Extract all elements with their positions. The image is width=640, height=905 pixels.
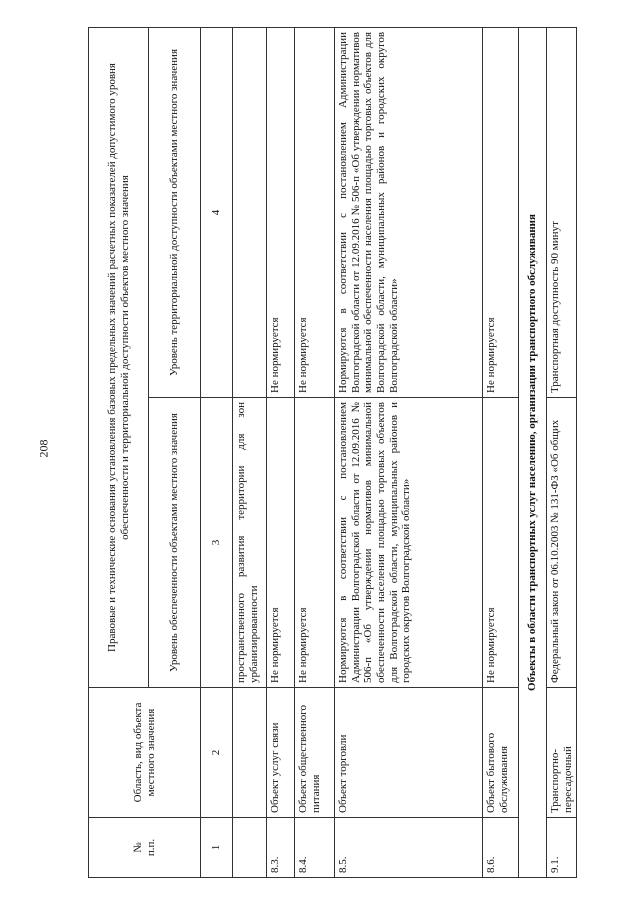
col-number: 1 (201, 818, 233, 878)
header-area: Область, вид объекта местного значения (89, 688, 201, 818)
header-basis: Правовые и технические основания установления базовых предельных значений расчетных показателей допустимого уровня обеспеченности и территориальной доступности объектов местного значения (89, 27, 149, 687)
norms-table (88, 27, 577, 878)
continuation-row (233, 27, 267, 877)
row-num: 9.1. (547, 818, 577, 878)
row-access: Не нормируется (295, 27, 335, 397)
row-area: Транспортно-пересадочный (547, 688, 577, 818)
table-row (547, 27, 577, 877)
row-num: 8.5. (335, 818, 483, 878)
section-row (519, 27, 547, 877)
row-area: Объект торговли (335, 688, 483, 818)
table-row (483, 27, 519, 877)
col-number: 4 (201, 27, 233, 397)
header-provision: Уровень обеспеченности объектами местного значения (149, 398, 201, 688)
page-number: 208 (36, 439, 51, 458)
column-numbers-row (201, 27, 233, 877)
row-provision: Не нормируется (295, 398, 335, 688)
rotated-page-content (88, 28, 574, 878)
row-provision: Нормируются в соответствии с постановлением Администрации Волгоградской области от 12.09.2016 № 506-п «Об утверждении нормативов минимальной обеспеченности населения площадью торговых объектов для Волгоградской области, муниципальных районов и городских округов Волгоградской области» (335, 398, 483, 688)
section-title: Объекты в области транспортных услуг населению, организации транспортного обслуживания (519, 27, 547, 877)
row-area: Объект услуг связи (267, 688, 295, 818)
row-access: Не нормируется (483, 27, 519, 397)
header-row (89, 27, 149, 877)
row-provision: Не нормируется (483, 398, 519, 688)
col-number: 3 (201, 398, 233, 688)
row-num: 8.3. (267, 818, 295, 878)
table-row (335, 27, 483, 877)
row-num: 8.4. (295, 818, 335, 878)
row-provision: Не нормируется (267, 398, 295, 688)
col-number: 2 (201, 688, 233, 818)
row-provision: Федеральный закон от 06.10.2003 № 131-ФЗ «Об общих (547, 398, 577, 688)
continuation-text-empty (233, 27, 267, 397)
row-access: Транспортная доступность 90 минут (547, 27, 577, 397)
row-num: 8.6. (483, 818, 519, 878)
continuation-text: пространственного развития территории для зон урбанизированности (233, 398, 267, 688)
row-access: Не нормируется (267, 27, 295, 397)
row-access: Нормируются в соответствии с постановлением Администрации Волгоградской области от 12.09.2016 № 506-п «Об утверждении нормативов минимальной обеспеченности населения площадью торговых объектов для Волгоградской области, муниципальных районов и городских округов Волгоградской области» (335, 27, 483, 397)
header-access: Уровень территориальной доступности объектами местного значения (149, 27, 201, 397)
table-row (267, 27, 295, 877)
row-area: Объект общественного питания (295, 688, 335, 818)
table-row (295, 27, 335, 877)
row-area: Объект бытового обслуживания (483, 688, 519, 818)
header-num: № п.п. (89, 818, 201, 878)
